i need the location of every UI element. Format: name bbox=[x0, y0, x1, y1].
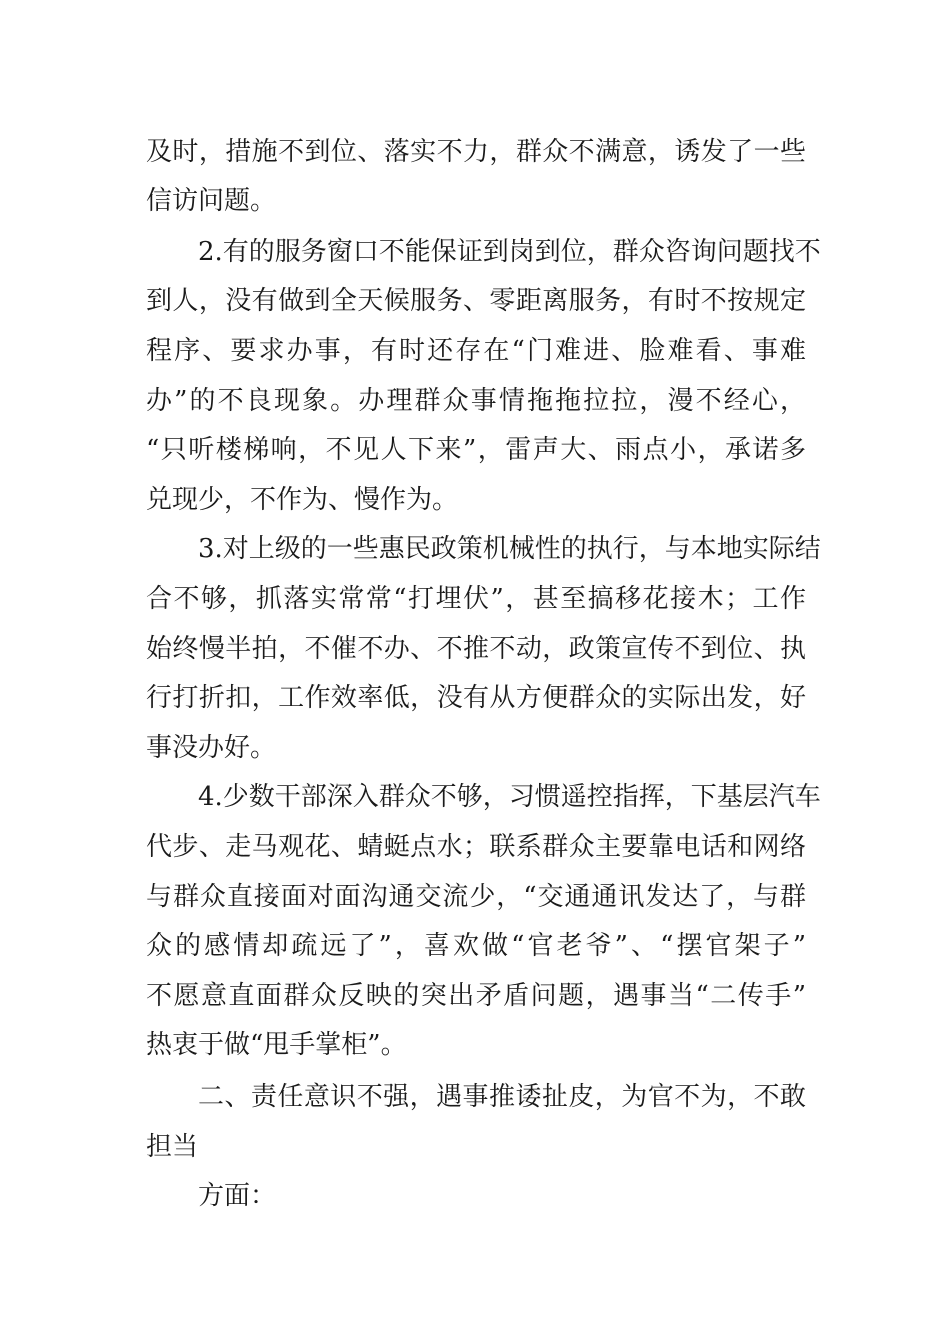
paragraph-line: 热衷于做“甩手掌柜”。 bbox=[146, 1030, 407, 1060]
paragraph-line: 行打折扣，工作效率低，没有从方便群众的实际出发，好 bbox=[146, 683, 806, 713]
paragraph-line: 兑现少，不作为、慢作为。 bbox=[146, 485, 459, 515]
paragraph-line: 不愿意直面群众反映的突出矛盾问题，遇事当“二传手” bbox=[146, 981, 806, 1011]
paragraph-line: 4.少数干部深入群众不够，习惯遥控指挥，下基层汽车 bbox=[198, 782, 821, 812]
paragraph-line: 办”的不良现象。办理群众事情拖拖拉拉，漫不经心， bbox=[146, 386, 806, 416]
paragraph-line: 众的感情却疏远了”，喜欢做“官老爷”、“摆官架子” bbox=[146, 931, 806, 961]
paragraph-line: 代步、走马观花、蜻蜓点水；联系群众主要靠电话和网络 bbox=[146, 832, 806, 862]
section-heading-line: 二、责任意识不强，遇事推诿扯皮，为官不为，不敢 bbox=[198, 1082, 806, 1112]
paragraph-line: 到人，没有做到全天候服务、零距离服务，有时不按规定 bbox=[146, 286, 806, 316]
paragraph-line: 方面： bbox=[198, 1181, 277, 1211]
section-heading-line: 担当 bbox=[146, 1132, 199, 1162]
paragraph-line: 与群众直接面对面沟通交流少，“交通通讯发达了，与群 bbox=[146, 882, 806, 912]
paragraph-line: 程序、要求办事，有时还存在“门难进、脸难看、事难 bbox=[146, 336, 806, 366]
paragraph-line: 信访问题。 bbox=[146, 186, 277, 216]
paragraph-line: 及时，措施不到位、落实不力，群众不满意，诱发了一些 bbox=[146, 137, 806, 167]
paragraph-line: 合不够，抓落实常常“打埋伏”，甚至搞移花接木；工作 bbox=[146, 584, 806, 614]
paragraph-line: 3.对上级的一些惠民政策机械性的执行，与本地实际结 bbox=[198, 534, 821, 564]
paragraph-line: 始终慢半拍，不催不办、不推不动，政策宣传不到位、执 bbox=[146, 634, 806, 664]
paragraph-line: “只听楼梯响，不见人下来”，雷声大、雨点小，承诺多 bbox=[146, 435, 806, 465]
paragraph-line: 2.有的服务窗口不能保证到岗到位，群众咨询问题找不 bbox=[198, 237, 821, 267]
paragraph-line: 事没办好。 bbox=[146, 733, 277, 763]
